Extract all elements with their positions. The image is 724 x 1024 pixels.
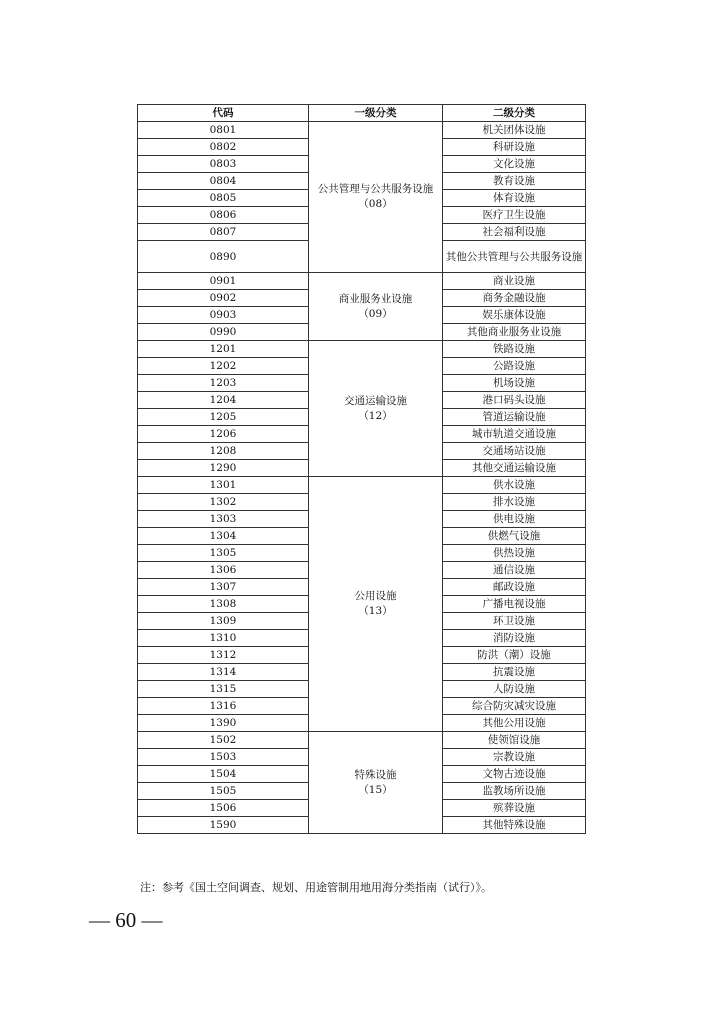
code-cell: 1307 — [138, 579, 309, 596]
level-2-category-cell: 环卫设施 — [443, 613, 586, 630]
header-code: 代码 — [138, 105, 309, 122]
level-2-category-cell: 人防设施 — [443, 681, 586, 698]
code-cell: 1315 — [138, 681, 309, 698]
code-cell: 1310 — [138, 630, 309, 647]
code-cell: 1204 — [138, 392, 309, 409]
level-2-category-cell: 商业设施 — [443, 273, 586, 290]
level-2-category-cell: 防洪（潮）设施 — [443, 647, 586, 664]
code-cell: 0804 — [138, 173, 309, 190]
level-2-category-cell: 医疗卫生设施 — [443, 207, 586, 224]
code-cell: 0903 — [138, 307, 309, 324]
level-2-category-cell: 城市轨道交通设施 — [443, 426, 586, 443]
code-cell: 1201 — [138, 341, 309, 358]
table-row — [138, 341, 586, 358]
level-1-category-name: 特殊设施 — [354, 768, 397, 781]
level-2-category-cell: 通信设施 — [443, 562, 586, 579]
level-2-category-cell: 其他特殊设施 — [443, 817, 586, 834]
code-cell: 1202 — [138, 358, 309, 375]
level-2-category-cell: 社会福利设施 — [443, 224, 586, 241]
code-cell: 0901 — [138, 273, 309, 290]
level-2-category-cell: 供电设施 — [443, 511, 586, 528]
level-2-category-cell: 管道运输设施 — [443, 409, 586, 426]
header-level-1: 一级分类 — [309, 105, 443, 122]
level-1-category-code: （15） — [358, 783, 393, 796]
code-cell: 1203 — [138, 375, 309, 392]
level-2-category-cell: 文物古迹设施 — [443, 766, 586, 783]
code-cell: 1502 — [138, 732, 309, 749]
level-1-category-cell — [309, 273, 443, 341]
code-cell: 0990 — [138, 324, 309, 341]
level-2-category-cell: 铁路设施 — [443, 341, 586, 358]
level-2-category-cell: 科研设施 — [443, 139, 586, 156]
code-cell: 1505 — [138, 783, 309, 800]
classification-table — [137, 104, 586, 834]
level-1-category-name: 交通运输设施 — [344, 394, 407, 407]
code-cell: 1316 — [138, 698, 309, 715]
level-2-category-cell: 商务金融设施 — [443, 290, 586, 307]
header-level-2: 二级分类 — [443, 105, 586, 122]
code-cell: 1303 — [138, 511, 309, 528]
code-cell: 1506 — [138, 800, 309, 817]
code-cell: 0806 — [138, 207, 309, 224]
code-cell: 1504 — [138, 766, 309, 783]
level-1-category-name: 公用设施 — [354, 590, 397, 602]
code-cell: 0902 — [138, 290, 309, 307]
level-2-category-cell: 机关团体设施 — [443, 122, 586, 139]
code-cell: 1290 — [138, 460, 309, 477]
level-1-category-name: 公共管理与公共服务设施 — [317, 183, 434, 195]
level-1-category-cell — [309, 477, 443, 732]
level-2-category-cell: 邮政设施 — [443, 579, 586, 596]
level-2-category-cell: 排水设施 — [443, 494, 586, 511]
level-2-category-cell: 其他公用设施 — [443, 715, 586, 732]
level-2-category-cell: 交通场站设施 — [443, 443, 586, 460]
code-cell: 0802 — [138, 139, 309, 156]
code-cell: 0801 — [138, 122, 309, 139]
level-2-category-cell: 体育设施 — [443, 190, 586, 207]
level-2-category-cell: 供燃气设施 — [443, 528, 586, 545]
table-row — [138, 122, 586, 139]
level-2-category-cell: 供热设施 — [443, 545, 586, 562]
code-cell: 1312 — [138, 647, 309, 664]
level-1-category-code: （09） — [358, 307, 393, 320]
code-cell: 1309 — [138, 613, 309, 630]
level-2-category-cell: 广播电视设施 — [443, 596, 586, 613]
code-cell: 1590 — [138, 817, 309, 834]
level-1-category-cell — [309, 122, 443, 273]
level-1-category-code: （12） — [358, 409, 393, 422]
level-1-category-code: （13） — [358, 605, 393, 617]
code-cell: 0807 — [138, 224, 309, 241]
code-cell: 1390 — [138, 715, 309, 732]
table-row — [138, 477, 586, 494]
level-1-category-name: 商业服务业设施 — [338, 292, 413, 305]
code-cell: 1304 — [138, 528, 309, 545]
code-cell: 1503 — [138, 749, 309, 766]
level-2-category-cell: 娱乐康体设施 — [443, 307, 586, 324]
level-2-category-cell: 殡葬设施 — [443, 800, 586, 817]
page-number: — 60 — — [89, 908, 163, 932]
level-1-category-cell — [309, 341, 443, 477]
table-row — [138, 273, 586, 290]
level-2-category-cell: 消防设施 — [443, 630, 586, 647]
code-cell: 1301 — [138, 477, 309, 494]
level-2-category-cell: 公路设施 — [443, 358, 586, 375]
code-cell: 1208 — [138, 443, 309, 460]
code-cell: 0803 — [138, 156, 309, 173]
level-2-category-cell: 其他公共管理与公共服务设施 — [443, 241, 586, 273]
level-2-category-cell: 文化设施 — [443, 156, 586, 173]
level-2-category-cell: 其他交通运输设施 — [443, 460, 586, 477]
code-cell: 1305 — [138, 545, 309, 562]
code-cell: 1302 — [138, 494, 309, 511]
level-2-category-cell: 宗教设施 — [443, 749, 586, 766]
code-cell: 0805 — [138, 190, 309, 207]
level-2-category-cell: 抗震设施 — [443, 664, 586, 681]
level-2-category-cell: 港口码头设施 — [443, 392, 586, 409]
code-cell: 1205 — [138, 409, 309, 426]
level-2-category-cell: 监教场所设施 — [443, 783, 586, 800]
table-note: 注：参考《国土空间调查、规划、用途管制用地用海分类指南（试行）》。 — [140, 881, 492, 894]
table-row — [138, 732, 586, 749]
code-cell: 0890 — [138, 241, 309, 273]
level-1-category-code: （08） — [358, 198, 393, 210]
code-cell: 1308 — [138, 596, 309, 613]
level-2-category-cell: 其他商业服务业设施 — [443, 324, 586, 341]
code-cell: 1206 — [138, 426, 309, 443]
level-2-category-cell: 使领馆设施 — [443, 732, 586, 749]
code-cell: 1314 — [138, 664, 309, 681]
level-2-category-cell: 机场设施 — [443, 375, 586, 392]
level-2-category-cell: 教育设施 — [443, 173, 586, 190]
level-1-category-cell — [309, 732, 443, 834]
level-2-category-cell: 供水设施 — [443, 477, 586, 494]
table-header-row — [138, 105, 586, 122]
table-body — [138, 122, 586, 834]
code-cell: 1306 — [138, 562, 309, 579]
level-2-category-cell: 综合防灾减灾设施 — [443, 698, 586, 715]
